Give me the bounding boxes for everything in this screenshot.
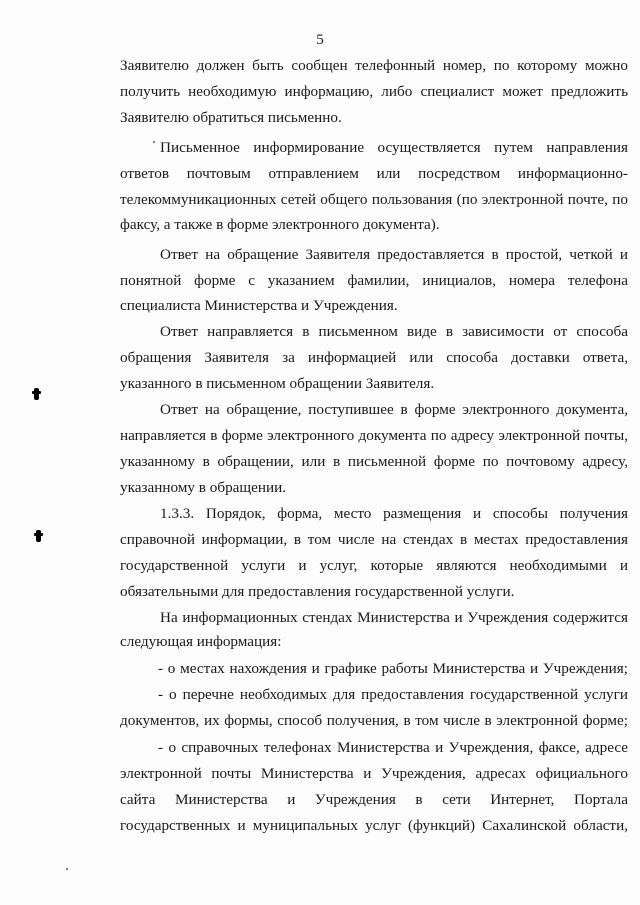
list-item: - о местах нахождения и графике работы Министерства и Учреждения; [158,660,628,677]
list-item: - о справочных телефонах Министерства и Учреждения, факсе, адресе [158,739,628,756]
text-line: сайта Министерства и Учреждения в сети Интернет, Портала [120,791,628,808]
text-line: документов, их формы, способ получения, в том числе в электронной форме; [120,712,628,729]
text-line: направляется в форме электронного документа по адресу электронной почты, [120,427,628,444]
scan-speck [66,868,68,870]
text-line: обязательными для предоставления государственной услуги. [120,583,515,600]
text-line: 1.3.3. Порядок, форма, место размещения и способы получения [160,505,628,522]
text-line: получить необходимую информацию, либо специалист может предложить [120,83,628,100]
text-line: обращения Заявителя за информацией или способа доставки ответа, [120,349,628,366]
text-line: указанного в письменном обращении Заявителя. [120,375,435,392]
text-line: государственной услуги и услуг, которые являются необходимыми и [120,557,628,574]
text-line: специалиста Министерства и Учреждения. [120,297,398,314]
text-line: указанному в обращении. [120,479,287,496]
text-line: указанному в обращении, или в письменной форме по почтовому адресу, [120,453,628,470]
text-line: следующая информация: [120,633,282,650]
text-line: факсу, а также в форме электронного документа). [120,216,440,233]
text-line: Ответ направляется в письменном виде в зависимости от способа [160,323,628,340]
scan-speck [153,141,155,143]
text-line: Письменное информирование осуществляется путем направления [160,139,628,156]
list-item: - о перечне необходимых для предоставления государственной услуги [158,686,628,703]
page-number: 5 [316,32,324,48]
text-line: Ответ на обращение, поступившее в форме электронного документа, [160,401,628,418]
text-line: справочной информации, в том числе на стендах в местах предоставления [120,531,628,548]
text-line: телекоммуникационных сетей общего пользования (по электронной почте, по [120,191,628,208]
text-line: понятной форме с указанием фамилии, инициалов, номера телефона [120,272,628,289]
text-line: государственных и муниципальных услуг (функций) Сахалинской области, [120,817,628,834]
text-line: ответов почтовым отправлением или посредством информационно- [120,165,628,182]
text-line: Заявителю должен быть сообщен телефонный номер, по которому можно [120,57,628,74]
text-line: На информационных стендах Министерства и Учреждения содержится [160,609,628,626]
punch-mark [34,388,39,400]
text-line: Ответ на обращение Заявителя предоставляется в простой, четкой и [160,246,628,263]
punch-mark [36,530,41,542]
text-line: электронной почты Министерства и Учреждения, адресах официального [120,765,628,782]
text-line: Заявителю обратиться письменно. [120,109,342,126]
